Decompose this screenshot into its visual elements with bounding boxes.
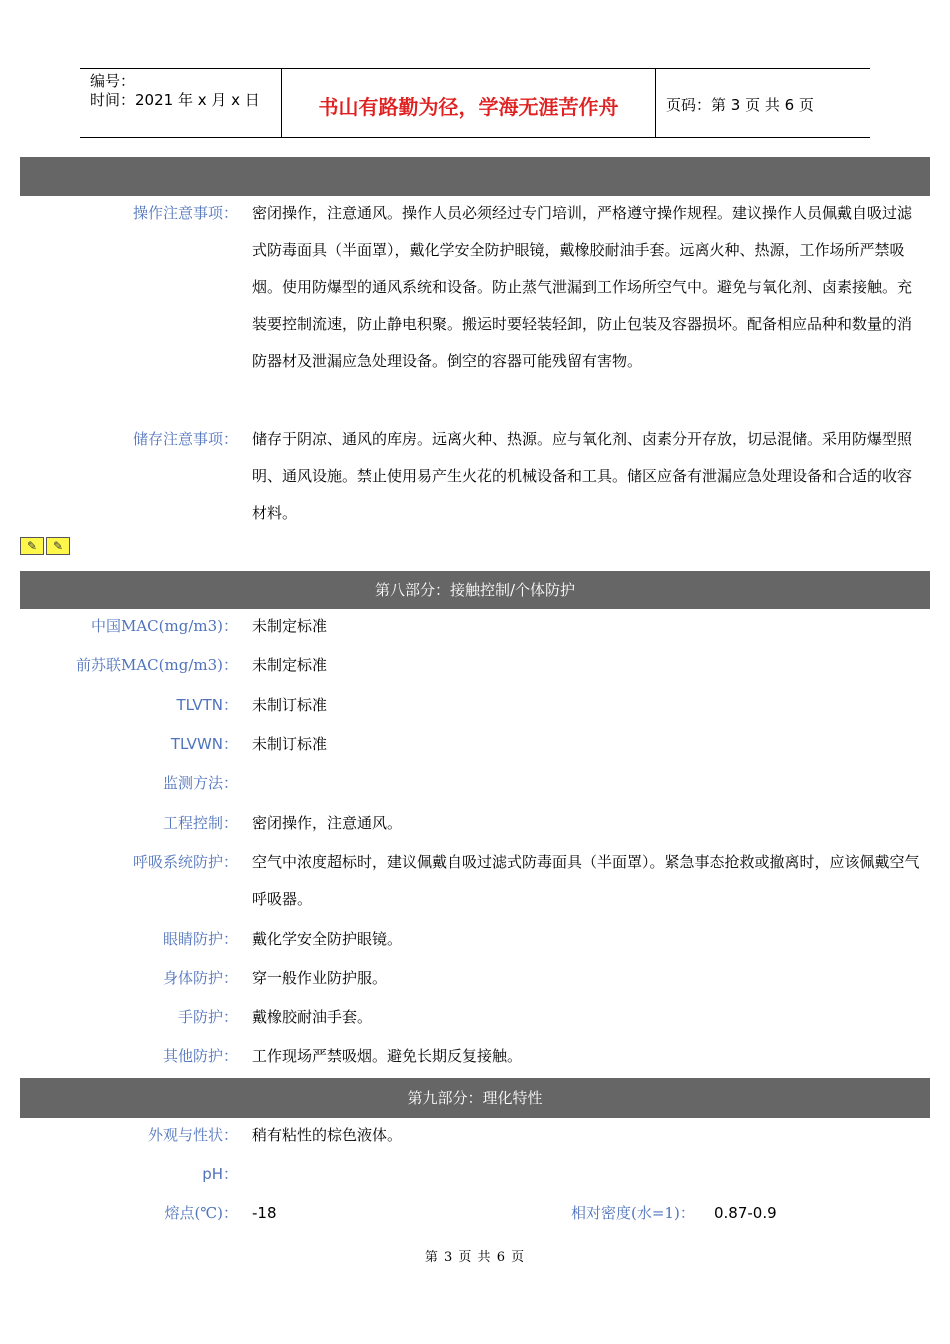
china-mac-value: 未制定标准 <box>252 617 328 635</box>
doc-number-label: 编号： <box>90 72 136 90</box>
pencil-icon[interactable]: ✎ <box>46 537 70 555</box>
header-divider <box>655 69 656 137</box>
other-value: 工作现场严禁吸烟。避免长期反复接触。 <box>252 1047 523 1065</box>
ussr-mac-label: 前苏联MAC(mg/m3)： <box>75 656 238 674</box>
body-label: 身体防护： <box>162 969 238 987</box>
appearance-label: 外观与性状： <box>147 1126 238 1144</box>
respiratory-value: 空气中浓度超标时，建议佩戴自吸过滤式防毒面具（半面罩）。紧急事态抢救或撤离时，应该佩戴空气呼吸器。 <box>252 853 920 908</box>
eye-value: 戴化学安全防护眼镜。 <box>252 930 403 948</box>
other-label: 其他防护： <box>162 1047 238 1065</box>
tlvtn-label: TLVTN： <box>176 696 238 714</box>
ph-label: pH： <box>202 1165 238 1183</box>
section-8-title: 第八部分：接触控制/个体防护 <box>20 571 930 609</box>
hand-value: 戴橡胶耐油手套。 <box>252 1008 373 1026</box>
hand-label: 手防护： <box>177 1008 238 1026</box>
tlvwn-value: 未制订标准 <box>252 735 328 753</box>
page-header <box>80 68 870 138</box>
header-motto: 书山有路勤为径，学海无涯苦作舟 <box>318 95 619 119</box>
pencil-icon[interactable]: ✎ <box>20 537 44 555</box>
ussr-mac-value: 未制定标准 <box>252 656 328 674</box>
appearance-value: 稍有粘性的棕色液体。 <box>252 1126 403 1144</box>
eye-label: 眼睛防护： <box>162 930 238 948</box>
melting-value: -18 <box>252 1204 277 1222</box>
density-label: 相对密度(水=1)： <box>571 1204 695 1222</box>
edit-icons <box>20 537 70 555</box>
storage-text: 储存于阴凉、通风的库房。远离火种、热源。应与氧化剂、卤素分开存放，切忌混储。采用防爆型照明、通风设施。禁止使用易产生火花的机械设备和工具。储区应备有泄漏应急处理设备和合适的收容材料。 <box>252 430 913 522</box>
engineering-label: 工程控制： <box>162 814 238 832</box>
section-bar-blank <box>20 157 930 196</box>
page-footer: 第 3 页 共 6 页 <box>424 1250 526 1265</box>
doc-date: 时间：2021 年 x 月 x 日 <box>90 91 260 109</box>
china-mac-label: 中国MAC(mg/m3)： <box>90 617 238 635</box>
header-page-info: 页码：第 3 页 共 6 页 <box>666 96 814 114</box>
operation-text: 密闭操作，注意通风。操作人员必须经过专门培训，严格遵守操作规程。建议操作人员佩戴自吸过滤式防毒面具（半面罩），戴化学安全防护眼镜，戴橡胶耐油手套。远离火种、热源，工作场所严禁吸烟。使用防爆型的通风系统和设备。防止蒸气泄漏到工作场所空气中。避免与氧化剂、卤素接触。充装要控制流速，防止静电积聚。搬运时要轻装轻卸，防止包装及容器损坏。配备相应品种和数量的消防器材及泄漏应急处理设备。倒空的容器可能残留有害物。 <box>252 204 913 370</box>
density-value: 0.87-0.9 <box>714 1204 777 1222</box>
melting-label: 熔点(℃)： <box>164 1204 238 1222</box>
storage-label: 储存注意事项： <box>132 430 238 448</box>
respiratory-label: 呼吸系统防护： <box>132 853 238 871</box>
header-meta <box>90 72 260 110</box>
section-9-title: 第九部分：理化特性 <box>20 1078 930 1118</box>
body-value: 穿一般作业防护服。 <box>252 969 388 987</box>
tlvwn-label: TLVWN： <box>170 735 238 753</box>
monitoring-label: 监测方法： <box>162 774 238 792</box>
operation-label: 操作注意事项： <box>132 204 238 222</box>
engineering-value: 密闭操作，注意通风。 <box>252 814 403 832</box>
tlvtn-value: 未制订标准 <box>252 696 328 714</box>
